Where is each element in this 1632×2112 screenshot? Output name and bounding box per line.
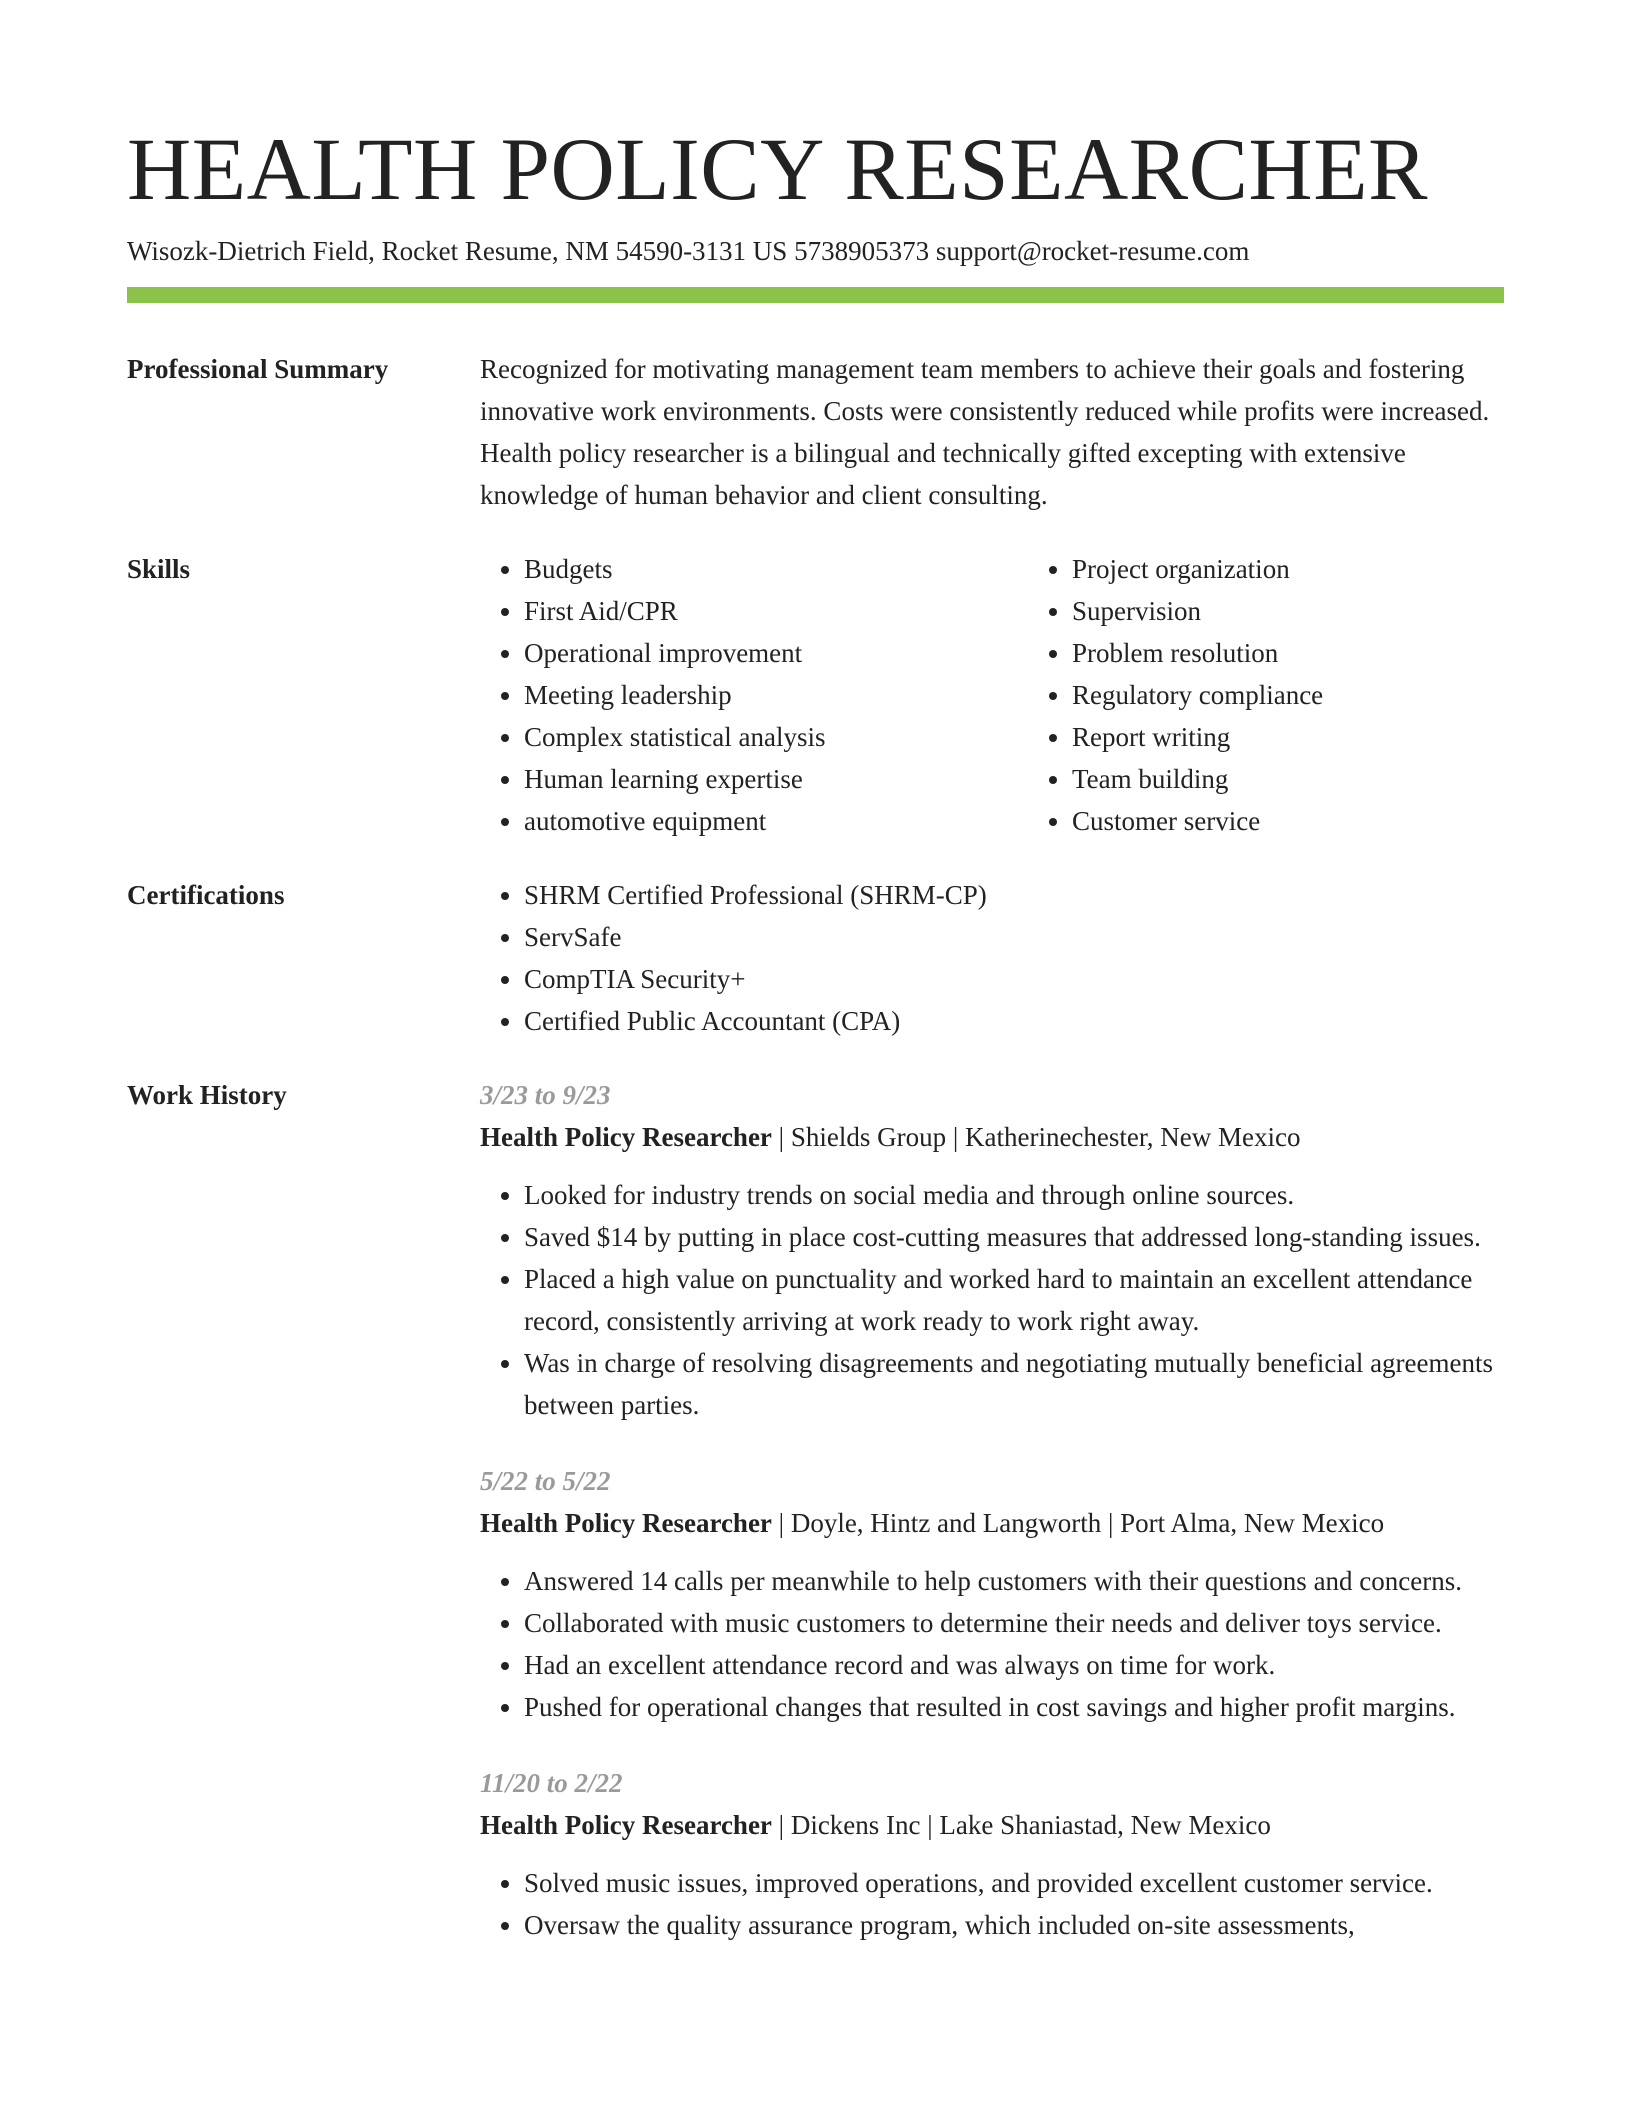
job-entry [480,1460,1504,1728]
section-professional-summary [127,348,1504,516]
job-details: | Doyle, Hintz and Langworth | Port Alma, New Mexico [771,1508,1385,1538]
skill-item: • Operational improvement [524,632,1028,674]
contact-info: Wisozk-Dietrich Field, Rocket Resume, NM 54590-3131 US 5738905373 support@rocket-resume.com [127,236,1250,266]
job-bullet: • Pushed for operational changes that resulted in cost savings and higher profit margins. [524,1686,1504,1728]
summary-text: Recognized for motivating management team members to achieve their goals and fostering innovative work environments. Costs were consistently reduced while profits were increased. Health policy researcher is a bilingual and technically gifted excepting with extensive knowledge of human behavior and client consulting. [480,354,1490,510]
job-bullet: • Saved $14 by putting in place cost-cutting measures that addressed long-standing issues. [524,1216,1504,1258]
skill-item: • Report writing [1072,716,1576,758]
job-details: | Shields Group | Katherinechester, New Mexico [771,1122,1301,1152]
skill-item: • First Aid/CPR [524,590,1028,632]
job-heading [480,1502,1504,1544]
resume-header [127,116,1504,303]
job-dates: 11/20 to 2/22 [480,1768,623,1798]
skill-item: • Problem resolution [1072,632,1576,674]
resume-sections [127,348,1504,2012]
section-label: Skills [127,554,191,584]
skill-item: • Team building [1072,758,1576,800]
summary-content [480,348,1504,516]
section-certifications [127,874,1504,1042]
section-label: Work History [127,1080,287,1110]
skills-column-1 [480,548,1028,842]
skill-item: • Complex statistical analysis [524,716,1028,758]
job-bullets [480,1560,1504,1728]
skill-item: • Human learning expertise [524,758,1028,800]
job-bullet: • Collaborated with music customers to determine their needs and deliver toys service. [524,1602,1504,1644]
job-bullet: • Answered 14 calls per meanwhile to help customers with their questions and concerns. [524,1560,1504,1602]
job-dates: 5/22 to 5/22 [480,1466,611,1496]
skill-item: • Supervision [1072,590,1576,632]
certification-item: • ServSafe [524,916,1504,958]
work-history-content [480,1074,1504,1980]
job-heading [480,1804,1504,1846]
job-heading [480,1116,1504,1158]
skill-item: • Budgets [524,548,1028,590]
job-bullets [480,1862,1504,1946]
certification-item: • SHRM Certified Professional (SHRM-CP) [524,874,1504,916]
job-bullet: • Oversaw the quality assurance program, which included on-site assessments, [524,1904,1504,1946]
job-entry [480,1762,1504,1946]
skill-item: • Project organization [1072,548,1576,590]
section-label: Certifications [127,880,285,910]
section-label: Professional Summary [127,354,389,384]
section-skills [127,548,1504,842]
skill-item: • automotive equipment [524,800,1028,842]
section-work-history [127,1074,1504,1980]
skills-column-2 [1028,548,1576,842]
job-entry [480,1074,1504,1426]
job-title: Health Policy Researcher [480,1508,772,1538]
skill-item: • Meeting leadership [524,674,1028,716]
certification-item: • CompTIA Security+ [524,958,1504,1000]
job-details: | Dickens Inc | Lake Shaniastad, New Mexico [771,1810,1271,1840]
resume-title: HEALTH POLICY RESEARCHER [127,121,1428,219]
accent-rule [127,287,1504,303]
certifications-content [480,874,1504,1042]
job-bullet: • Solved music issues, improved operations, and provided excellent customer service. [524,1862,1504,1904]
job-bullet: • Looked for industry trends on social media and through online sources. [524,1174,1504,1216]
job-bullet: • Placed a high value on punctuality and worked hard to maintain an excellent attendance record, consistently arriving at work ready to work right away. [524,1258,1504,1342]
job-dates: 3/23 to 9/23 [480,1080,611,1110]
skill-item: • Regulatory compliance [1072,674,1576,716]
job-bullet: • Had an excellent attendance record and was always on time for work. [524,1644,1504,1686]
job-title: Health Policy Researcher [480,1810,772,1840]
skills-content [480,548,1576,842]
job-bullet: • Was in charge of resolving disagreements and negotiating mutually beneficial agreements between parties. [524,1342,1504,1426]
job-title: Health Policy Researcher [480,1122,772,1152]
skill-item: • Customer service [1072,800,1576,842]
job-bullets [480,1174,1504,1426]
certification-item: • Certified Public Accountant (CPA) [524,1000,1504,1042]
certifications-list [480,874,1504,1042]
